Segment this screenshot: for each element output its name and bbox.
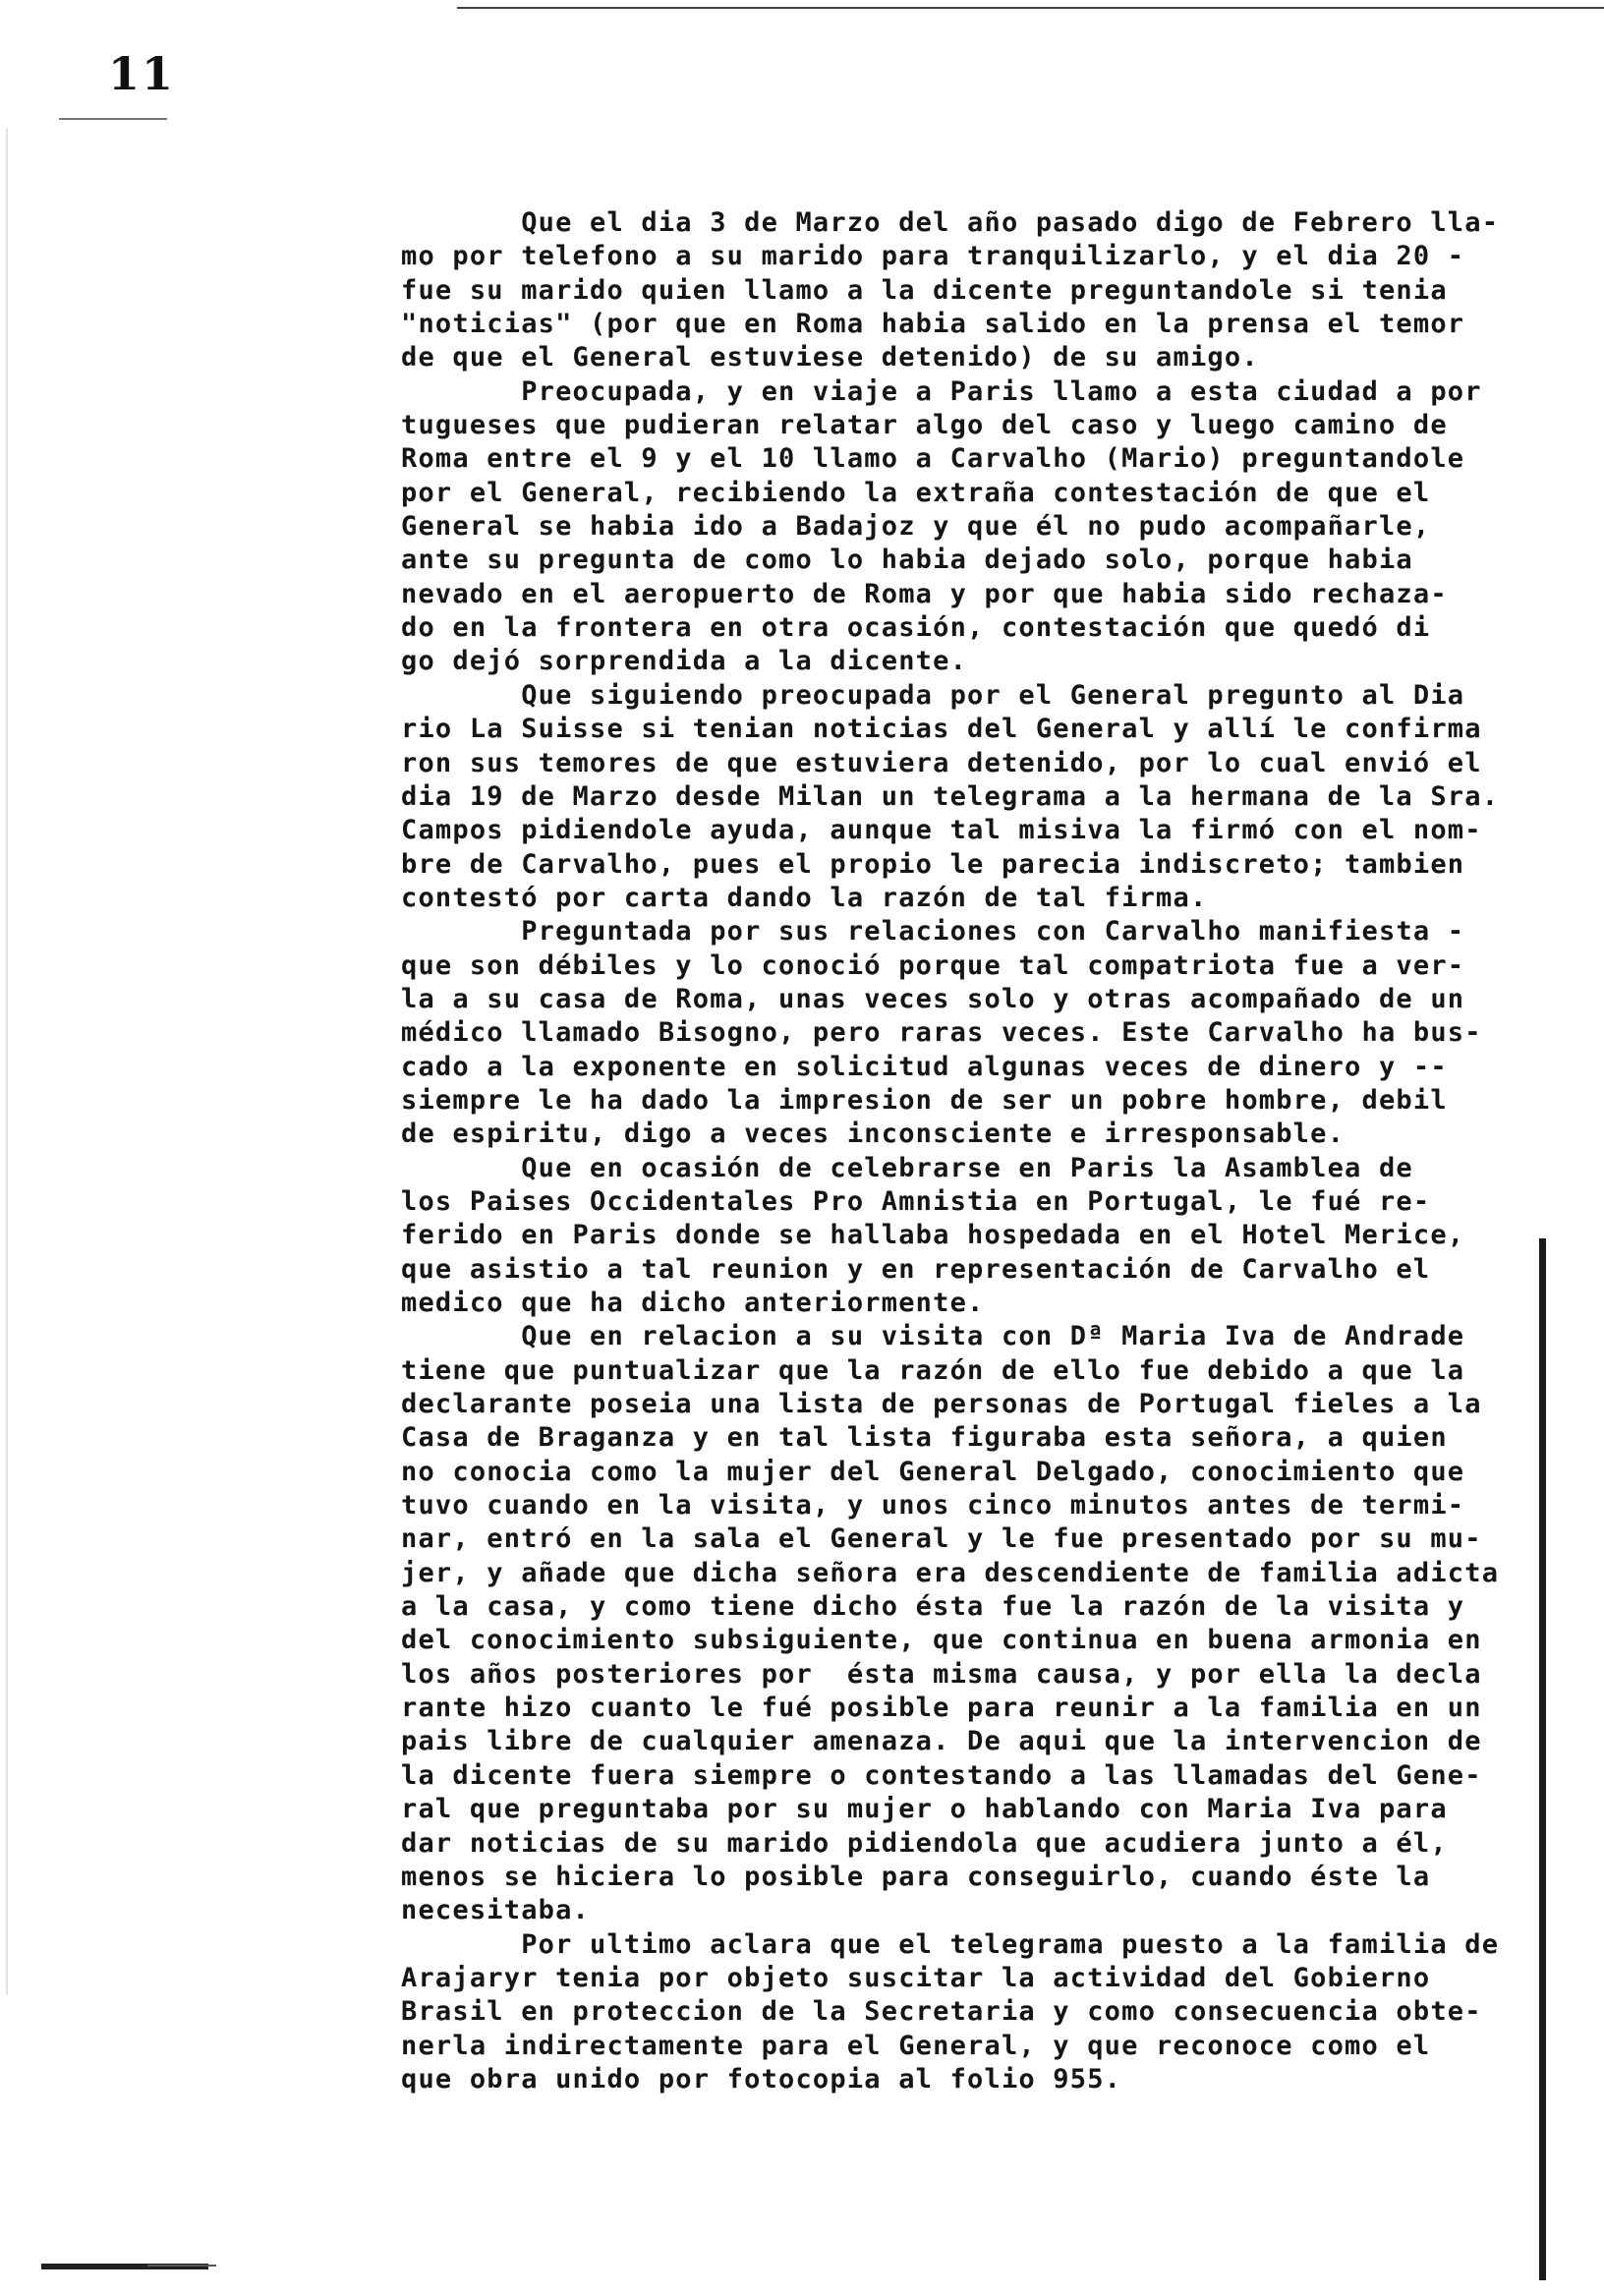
text-line: Que siguiendo preocupada por el General pregunto al Dia [401, 679, 1465, 711]
footer-dash-tail [147, 2265, 216, 2267]
text-line: necesitaba. [401, 1895, 591, 1926]
text-line: médico llamado Bisogno, pero raras veces. Este Carvalho ha bus- [401, 1017, 1482, 1049]
folio-underline [59, 118, 167, 120]
text-line: la dicente fuera siempre o contestando a las llamadas del Gene- [401, 1759, 1482, 1791]
text-line: Que en relacion a su visita con Dª Maria Iva de Andrade [401, 1321, 1465, 1352]
text-line: Roma entre el 9 y el 10 llamo a Carvalho (Mario) preguntandole [401, 443, 1465, 475]
typewritten-body [401, 206, 1551, 2096]
text-line: Por ultimo aclara que el telegrama puesto a la familia de [401, 1928, 1500, 1960]
text-line: que obra unido por fotocopia al folio 955. [401, 2063, 1122, 2095]
text-line: Arajaryr tenia por objeto suscitar la actividad del Gobierno [401, 1962, 1431, 1993]
text-line: Preguntada por sus relaciones con Carvalho manifiesta - [401, 916, 1465, 947]
text-line: por el General, recibiendo la extraña contestación de que el [401, 477, 1431, 508]
text-line: tugueses que pudieran relatar algo del caso y luego camino de [401, 410, 1448, 441]
text-line: nevado en el aeropuerto de Roma y por que habia sido rechaza- [401, 578, 1448, 609]
text-line: tiene que puntualizar que la razón de ello fue debido a que la [401, 1354, 1465, 1386]
text-line: los años posteriores por ésta misma causa, y por ella la decla [401, 1658, 1482, 1690]
top-rule [457, 7, 1604, 9]
text-line: jer, y añade que dicha señora era descendiente de familia adicta [401, 1557, 1500, 1588]
text-line: go dejó sorprendida a la dicente. [401, 646, 968, 677]
text-line: siempre le ha dado la impresion de ser un pobre hombre, debil [401, 1084, 1448, 1116]
text-line: Casa de Braganza y en tal lista figuraba esta señora, a quien [401, 1422, 1448, 1454]
text-line: menos se hiciera lo posible para conseguirlo, cuando éste la [401, 1861, 1431, 1892]
text-line: la a su casa de Roma, unas veces solo y otras acompañado de un [401, 983, 1465, 1014]
text-line: fue su marido quien llamo a la dicente preguntandole si tenia [401, 274, 1448, 306]
text-line: pais libre de cualquier amenaza. De aqui que la intervencion de [401, 1726, 1482, 1757]
folio-number: 11 [108, 47, 176, 100]
text-line: do en la frontera en otra ocasión, contestación que quedó di [401, 612, 1431, 644]
text-line: "noticias" (por que en Roma habia salido en la prensa el temor [401, 309, 1465, 340]
text-line: General se habia ido a Badajoz y que él no pudo acompañarle, [401, 511, 1431, 543]
text-line: ante su pregunta de como lo habia dejado solo, porque habia [401, 545, 1413, 576]
text-line: tuvo cuando en la visita, y unos cinco minutos antes de termi- [401, 1490, 1465, 1521]
text-line: que asistio a tal reunion y en representación de Carvalho el [401, 1253, 1431, 1285]
text-line: dar noticias de su marido pidiendola que acudiera junto a él, [401, 1827, 1448, 1859]
text-line: de espiritu, digo a veces inconsciente e irresponsable. [401, 1119, 1346, 1150]
text-line: que son débiles y lo conoció porque tal compatriota fue a ver- [401, 949, 1465, 981]
text-line: mo por telefono a su marido para tranquilizarlo, y el dia 20 - [401, 241, 1465, 272]
text-line: Preocupada, y en viaje a Paris llamo a esta ciudad a por [401, 375, 1482, 407]
text-line: rio La Suisse si tenian noticias del General y allí le confirma [401, 714, 1482, 745]
text-line: medico que ha dicho anteriormente. [401, 1288, 985, 1318]
text-line: los Paises Occidentales Pro Amnistia en Portugal, le fué re- [401, 1185, 1431, 1217]
text-line: dia 19 de Marzo desde Milan un telegrama a la hermana de la Sra. [401, 780, 1500, 812]
text-line: contestó por carta dando la razón de tal firma. [401, 882, 1208, 913]
text-line: ferido en Paris donde se hallaba hospedada en el Hotel Merice, [401, 1220, 1465, 1251]
text-line: Brasil en proteccion de la Secretaria y como consecuencia obte- [401, 1996, 1482, 2028]
text-line: ral que preguntaba por su mujer o hablando con Maria Iva para [401, 1794, 1448, 1825]
text-line: ron sus temores de que estuviera detenido, por lo cual envió el [401, 747, 1482, 778]
text-line: cado a la exponente en solicitud algunas veces de dinero y -- [401, 1051, 1448, 1082]
text-line: bre de Carvalho, pues el propio le parecia indiscreto; tambien [401, 848, 1465, 880]
text-line: Que en ocasión de celebrarse en Paris la Asamblea de [401, 1152, 1413, 1183]
text-line: declarante poseia una lista de personas de Portugal fieles a la [401, 1389, 1482, 1420]
left-margin-edge [6, 128, 8, 1995]
text-line: nerla indirectamente para el General, y que reconoce como el [401, 2030, 1431, 2061]
text-line: a la casa, y como tiene dicho ésta fue la razón de la visita y [401, 1591, 1465, 1623]
text-line: no conocia como la mujer del General Delgado, conocimiento que [401, 1456, 1465, 1487]
text-line: Campos pidiendole ayuda, aunque tal misiva la firmó con el nom- [401, 815, 1482, 846]
text-line: rante hizo cuanto le fué posible para reunir a la familia en un [401, 1693, 1482, 1724]
text-line: de que el General estuviese detenido) de su amigo. [401, 342, 1259, 373]
text-line: del conocimiento subsiguiente, que continua en buena armonia en [401, 1625, 1482, 1656]
text-line: Que el dia 3 de Marzo del año pasado digo de Febrero lla- [401, 207, 1500, 238]
text-line: nar, entró en la sala el General y le fue presentado por su mu- [401, 1523, 1482, 1555]
